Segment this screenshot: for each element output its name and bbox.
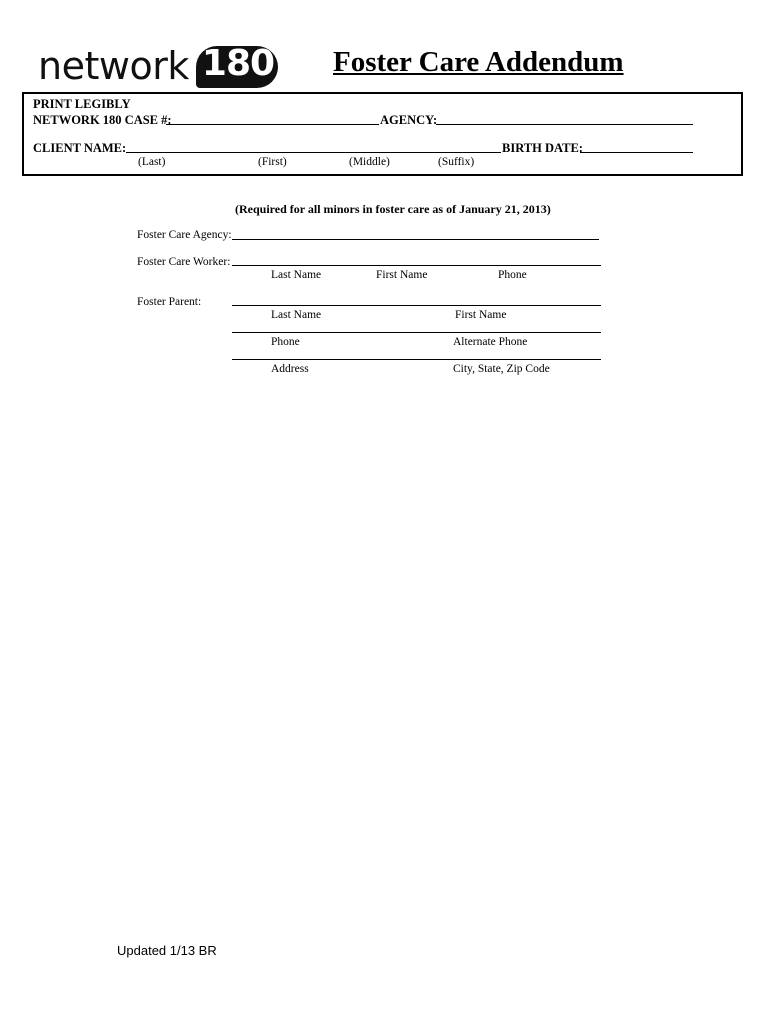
logo-number: 180: [201, 43, 275, 84]
birth-date-field[interactable]: [580, 152, 693, 153]
required-note: (Required for all minors in foster care as of January 21, 2013): [235, 202, 551, 216]
name-part-last: (Last): [138, 156, 166, 168]
foster-care-worker-field[interactable]: [232, 265, 601, 266]
agency-field[interactable]: [436, 124, 693, 125]
foster-parent-label: Foster Parent:: [137, 296, 202, 308]
network180-logo: [38, 40, 278, 92]
name-part-first: (First): [258, 156, 287, 168]
foster-care-agency-label: Foster Care Agency:: [137, 229, 232, 241]
worker-last-name-label: Last Name: [271, 269, 322, 281]
client-name-field[interactable]: [126, 152, 501, 153]
name-part-middle: (Middle): [349, 156, 390, 168]
name-part-suffix: (Suffix): [438, 156, 475, 168]
client-name-label: CLIENT NAME:: [33, 141, 127, 155]
print-legibly-label: PRINT LEGIBLY: [33, 97, 131, 111]
page-title: Foster Care Addendum: [333, 46, 624, 78]
footer-updated-note: Updated 1/13 BR: [117, 943, 217, 958]
foster-care-agency-field[interactable]: [232, 239, 599, 240]
foster-care-worker-label: Foster Care Worker:: [137, 256, 231, 268]
parent-phone-label: Phone: [271, 336, 300, 348]
case-number-label: NETWORK 180 CASE #:: [33, 113, 172, 127]
parent-last-name-label: Last Name: [271, 309, 322, 321]
worker-phone-label: Phone: [498, 269, 527, 281]
foster-parent-phone-field[interactable]: [232, 332, 601, 333]
parent-alternate-phone-label: Alternate Phone: [453, 336, 528, 348]
agency-label: AGENCY:: [380, 113, 438, 127]
worker-first-name-label: First Name: [376, 269, 428, 281]
birth-date-label: BIRTH DATE:: [502, 141, 583, 155]
logo-wordmark: network: [38, 44, 189, 88]
parent-first-name-label: First Name: [455, 309, 507, 321]
foster-parent-address-field[interactable]: [232, 359, 601, 360]
parent-address-label: Address: [271, 363, 309, 375]
foster-parent-name-field[interactable]: [232, 305, 601, 306]
case-number-field[interactable]: [166, 124, 379, 125]
parent-city-state-zip-label: City, State, Zip Code: [453, 363, 550, 375]
